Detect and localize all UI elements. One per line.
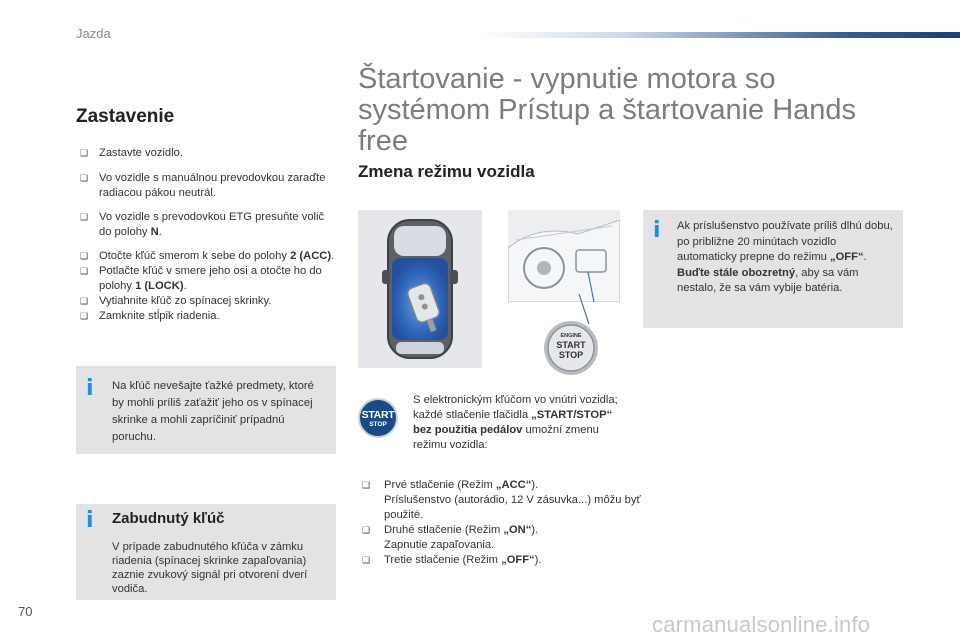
checkbox-bullet-icon: ❑ [362, 555, 371, 565]
checkbox-bullet-icon: ❑ [80, 148, 89, 158]
checkbox-bullet-icon: ❑ [80, 311, 89, 321]
list-item: ❑ Vo vozidle s prevodovkou ETG presuňte volič do polohy N. [80, 211, 325, 238]
info-icon: i [86, 376, 94, 401]
header-gradient-bar [478, 32, 960, 38]
dashboard-illustration [508, 210, 620, 302]
list-item: ❑ Vo vozidle s manuálnou prevodovkou zaraďte radiacou pákou neutrál. [80, 172, 326, 199]
electronic-key-text: S elektronickým kľúčom vo vnútri vozidla; každé stlačenie tlačidla „START/STOP“ bez použitia pedálov umožní zmenu režimu vozidla: [413, 394, 618, 451]
checkbox-bullet-icon: ❑ [80, 251, 89, 261]
list-item: ❑ Vytiahnite kľúč zo spínacej skrinky. [80, 295, 272, 307]
list-item: ❑ Potlačte kľúč v smere jeho osi a otočte ho do polohy 1 (LOCK). [80, 265, 322, 292]
start-badge-line1: START [361, 409, 395, 421]
car-key-illustration [358, 210, 482, 368]
list-item: ❑ Druhé stlačenie (Režim „ON“). Zapnutie zapaľovania. [362, 524, 539, 551]
list-item: ❑ Zastavte vozidlo. [80, 147, 183, 159]
list-item: ❑ Zamknite stĺpik riadenia. [80, 310, 220, 322]
dashboard-icon [508, 210, 620, 302]
checkbox-bullet-icon: ❑ [80, 296, 89, 306]
car-top-view-icon [358, 210, 482, 368]
section-title-stopping: Zastavenie [76, 106, 175, 127]
start-label: START [556, 340, 586, 350]
forgotten-key-title: Zabudnutý kľúč [112, 510, 225, 527]
checkbox-bullet-icon: ❑ [80, 173, 89, 183]
section-title-mode-change: Zmena režimu vozidla [358, 162, 535, 181]
checkbox-bullet-icon: ❑ [362, 525, 371, 535]
start-badge-line2: STOP [369, 421, 387, 428]
info-box-forgotten-key [76, 504, 336, 600]
info-box-key-weight [76, 366, 336, 454]
list-item: ❑ Prvé stlačenie (Režim „ACC“). Príslušenstvo (autorádio, 12 V zásuvka...) môžu byť použité. [362, 479, 641, 521]
page-title: Štartovanie - vypnutie motora so systémom Prístup a štartovanie Hands free [358, 63, 857, 157]
battery-note-text: Ak príslušenstvo používate príliš dlhú dobu, po približne 20 minútach vozidlo automaticky prepne do režimu „OFF“. Buďte stále obozretný, aby sa vám nestalo, že sa vám vybije batéria. [677, 220, 893, 294]
engine-label: ENGINE [560, 333, 582, 339]
info-box-battery [643, 210, 903, 328]
list-item: ❑ Otočte kľúč smerom k sebe do polohy 2 (ACC). [80, 250, 335, 262]
info-text: Na kľúč nevešajte ťažké predmety, ktoré by mohli príliš zaťažiť jeho os v spínacej skrinke a mohli zapríčiniť prípadnú poruchu. [112, 380, 314, 443]
list-item: ❑ Tretie stlačenie (Režim „OFF“). [362, 554, 542, 566]
checkbox-bullet-icon: ❑ [362, 480, 371, 490]
forgotten-key-text: V prípade zabudnutého kľúča v zámku riadenia (spínacej skrinke zapaľovania) zaznie zvukový signál pri otvorení dverí vodiča. [112, 541, 308, 595]
checkbox-bullet-icon: ❑ [80, 266, 89, 276]
info-icon: i [86, 508, 94, 533]
info-icon: i [653, 218, 661, 243]
stop-label: STOP [558, 350, 584, 360]
mode-steps-list [358, 478, 648, 568]
watermark: carmanualsonline.info [652, 612, 871, 637]
start-stop-badge [358, 398, 398, 438]
stopping-steps-list [76, 146, 338, 324]
engine-start-stop-button [543, 320, 599, 376]
page-number: 70 [18, 604, 33, 619]
chapter-title: Jazda [76, 26, 111, 41]
checkbox-bullet-icon: ❑ [80, 212, 89, 222]
